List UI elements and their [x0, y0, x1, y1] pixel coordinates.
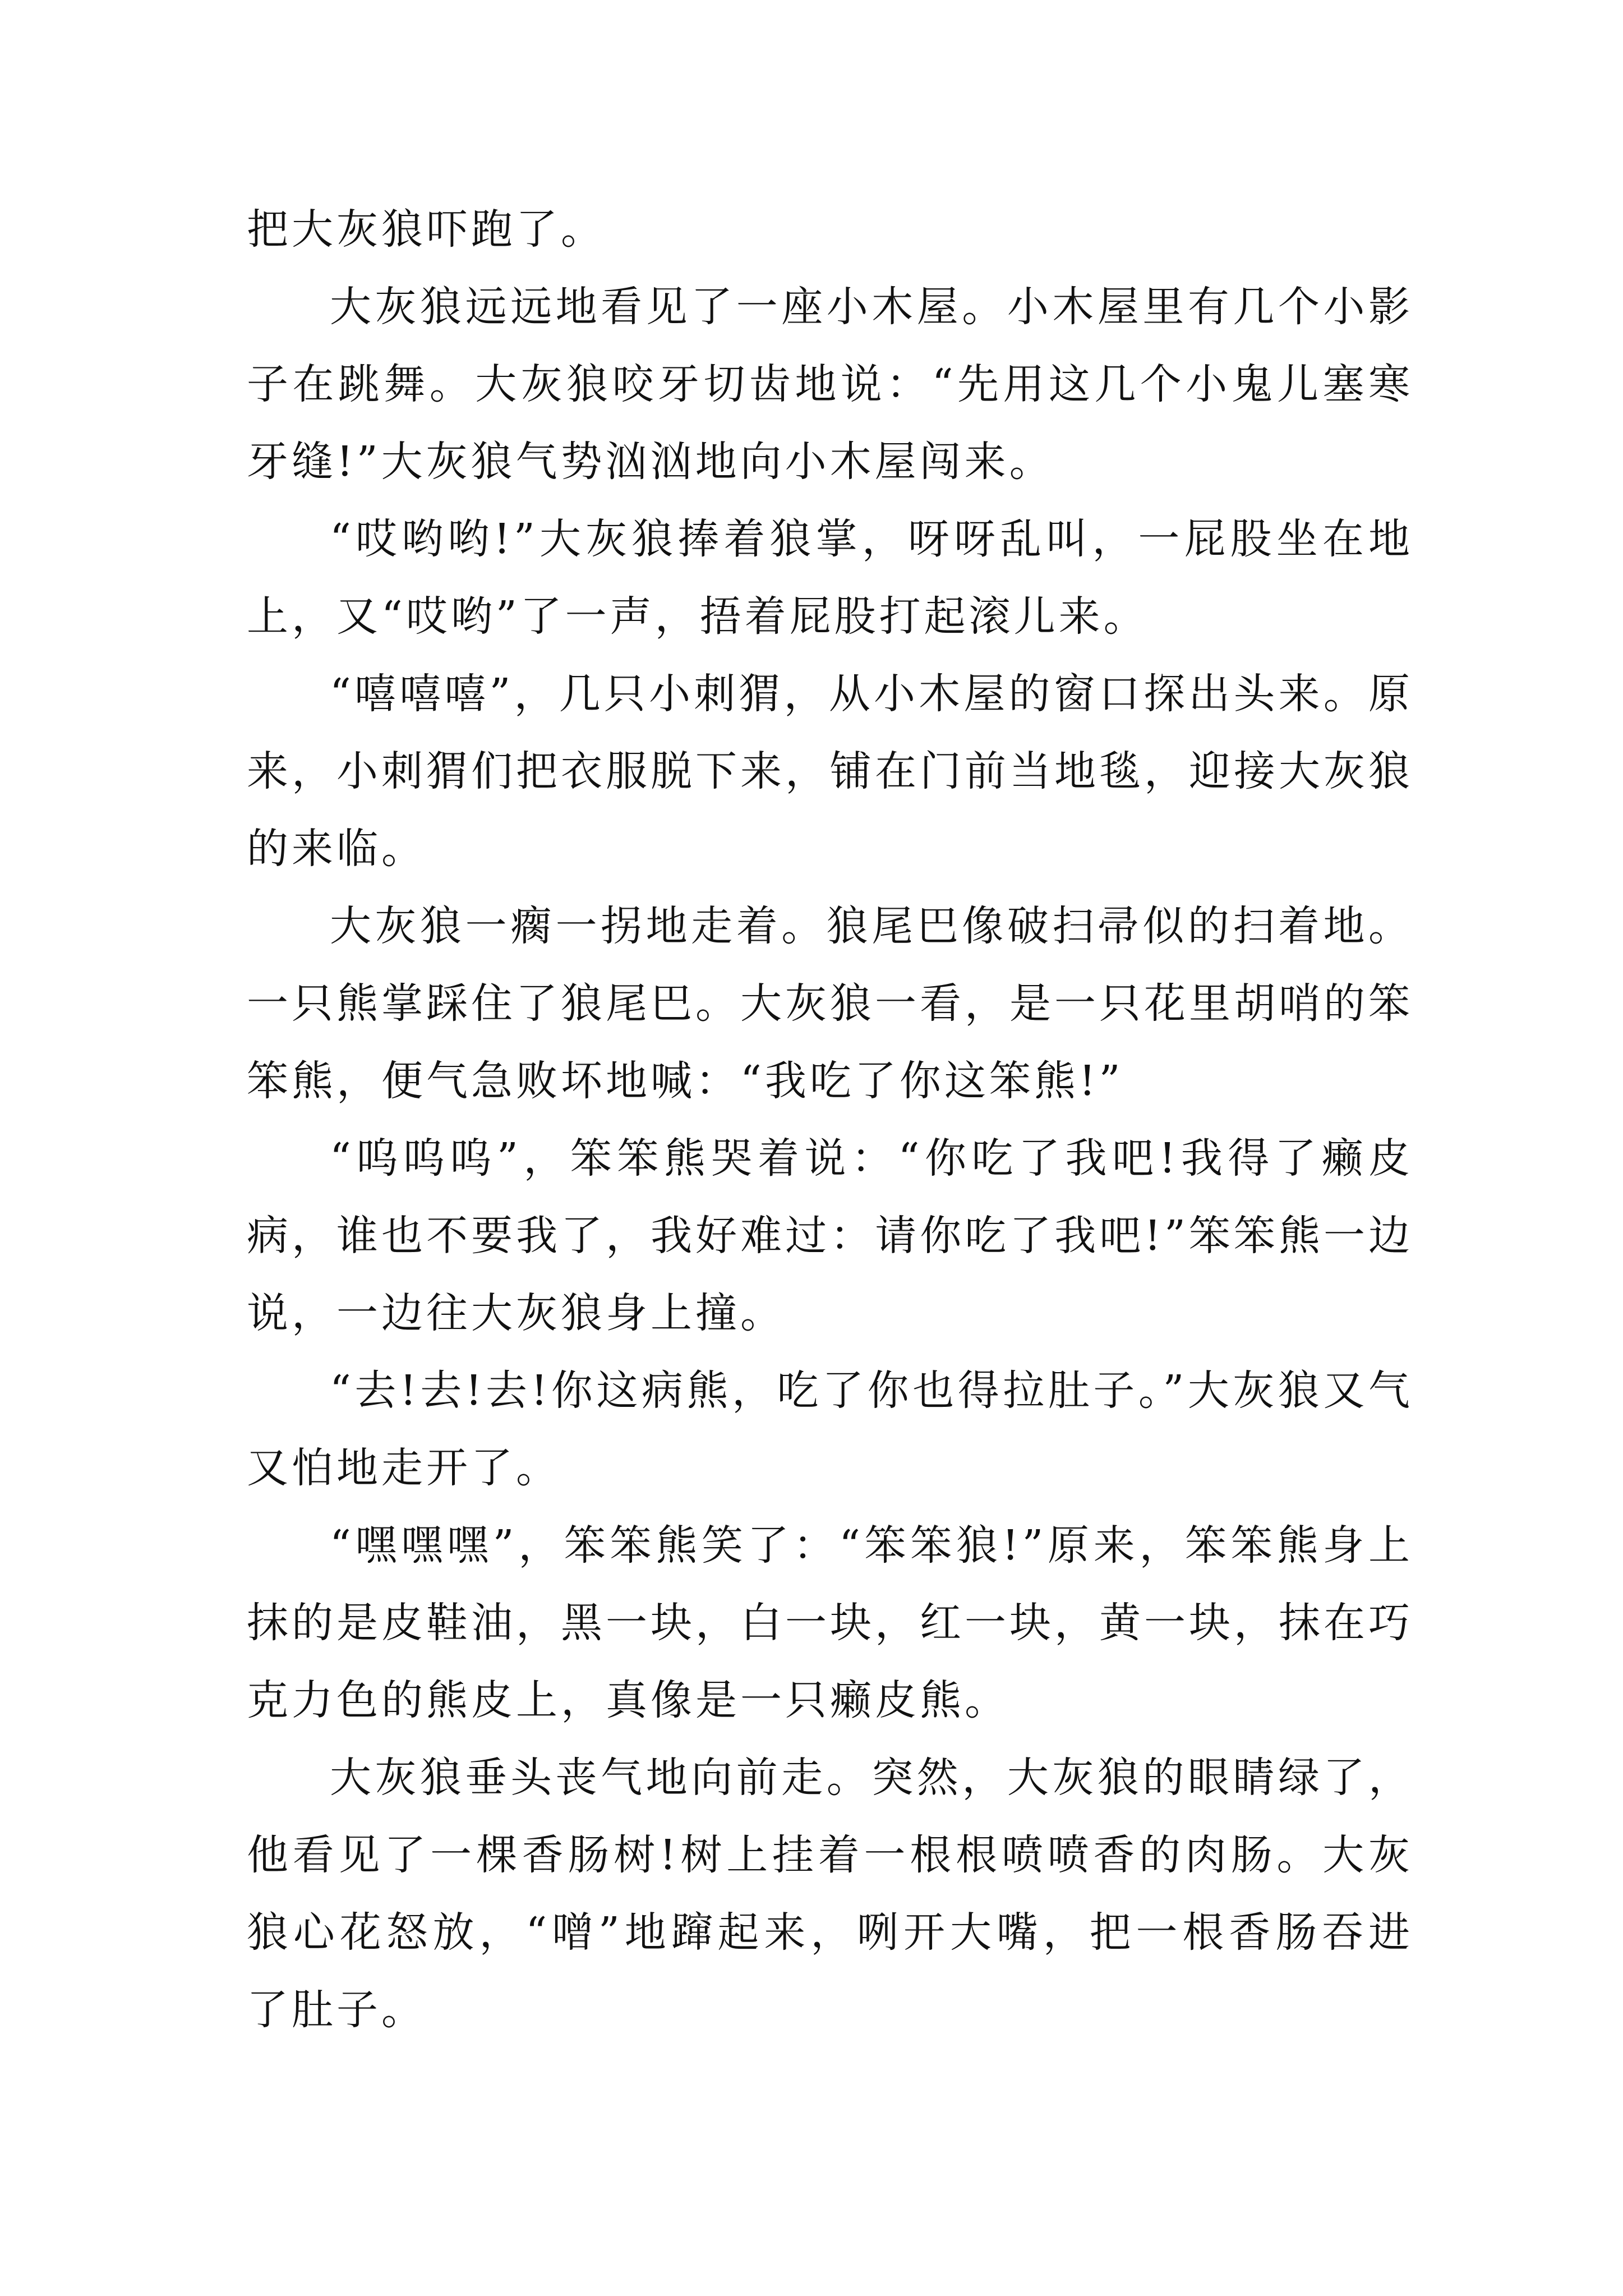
paragraph-3: “哎哟哟!”大灰狼捧着狼掌，呀呀乱叫，一屁股坐在地上，又“哎哟”了一声，捂着屁股打起滚儿来。: [247, 515, 1413, 641]
paragraph-7: “去!去!去!你这病熊，吃了你也得拉肚子。”大灰狼又气又怕地走开了。: [247, 1366, 1413, 1492]
paragraph-4: “嘻嘻嘻”，几只小刺猬，从小木屋的窗口探出头来。原来，小刺猬们把衣服脱下来，铺在门前当地毯，迎接大灰狼的来临。: [247, 670, 1413, 873]
paragraph-5: 大灰狼一瘸一拐地走着。狼尾巴像破扫帚似的扫着地。一只熊掌踩住了狼尾巴。大灰狼一看，是一只花里胡哨的笨笨熊，便气急败坏地喊：“我吃了你这笨熊!”: [247, 902, 1413, 1105]
story-text: [247, 191, 1413, 2049]
paragraph-8: “嘿嘿嘿”，笨笨熊笑了：“笨笨狼!”原来，笨笨熊身上抹的是皮鞋油，黑一块，白一块，红一块，黄一块，抹在巧克力色的熊皮上，真像是一只癞皮熊。: [247, 1521, 1413, 1724]
paragraph-2: 大灰狼远远地看见了一座小木屋。小木屋里有几个小影子在跳舞。大灰狼咬牙切齿地说：“先用这几个小鬼儿塞寒牙缝!”大灰狼气势汹汹地向小木屋闯来。: [247, 283, 1413, 486]
paragraph-9: 大灰狼垂头丧气地向前走。突然，大灰狼的眼睛绿了，他看见了一棵香肠树!树上挂着一根根喷喷香的肉肠。大灰狼心花怒放，“噌”地蹿起来，咧开大嘴，把一根香肠吞进了肚子。: [247, 1754, 1413, 2034]
paragraph-1: 把大灰狼吓跑了。: [247, 205, 606, 254]
paragraph-6: “呜呜呜”，笨笨熊哭着说：“你吃了我吧!我得了癞皮病，谁也不要我了，我好难过：请你吃了我吧!”笨笨熊一边说，一边往大灰狼身上撞。: [247, 1134, 1413, 1337]
